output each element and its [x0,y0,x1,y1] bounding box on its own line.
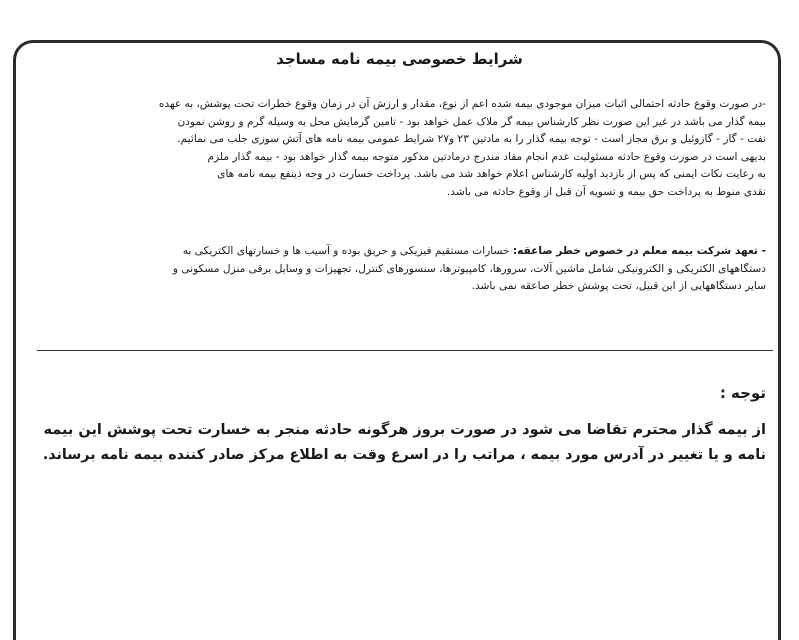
lightning-clause-heading: - تعهد شرکت بیمه معلم در خصوص خطر صاعقه: [512,245,766,257]
general-conditions-paragraph [36,96,766,201]
document-title: شرایط خصوصی بیمه نامه مساجد [276,50,523,68]
paragraph-line [36,243,766,261]
note-line: نامه و یا تغییر در آدرس مورد بیمه ، مراتب را در اسرع وقت به اطلاع مرکز صادر کننده بیمه نامه برساند. [42,447,766,463]
note-paragraph [36,418,766,468]
paragraph-line: به رعایت نکات ایمنی که پس از بازدید اولیه کارشناس اعلام خواهد شد می باشد. پرداخت خسارت در وجه ذینفع بیمه نامه های [217,168,766,180]
divider [37,350,773,351]
note-heading: توجه : [719,384,766,402]
paragraph-line: سایر دستگاههایی از این قبیل، تحت پوشش خطر صاعقه نمی باشد. [471,280,766,292]
paragraph-line: نقدی منوط به پرداخت حق بیمه و تسویه آن قبل از وقوع حادثه می باشد. [446,185,766,198]
paragraph-line: بدیهی است در صورت وقوع حادثه مسئولیت عدم انجام مفاد مندرج درمادتین مذکور متوجه بیمه گذار خواهد بود - بیمه گذار ملزم [207,150,766,163]
note-line: از بیمه گذار محترم تقاضا می شود در صورت بروز هرگونه حادثه منجر به خسارت تحت پوشش این بیمه [43,422,766,438]
paragraph-line: نفت - گاز - گازوئیل و برق مجاز است - توجه بیمه گذار را به مادتین ۲۳ و۲۷ شرایط عمومی بیمه نامه های آتش سوزی جلب می نمائیم. [177,133,766,145]
lightning-clause-paragraph [36,243,766,296]
paragraph-line: بیمه گذار می باشد در غیر این صورت نظر کارشناس بیمه گر ملاک عمل خواهد بود - تامین گرمایش محل به وسیله گرم و روشن نمودن [177,115,766,128]
paragraph-line: -در صورت وقوع حادثه احتمالی اثبات میزان موجودی بیمه شده اعم از نوع، مقدار و ارزش آن در زمان وقوع خطرات تحت پوشش، به عهده [158,98,766,110]
paragraph-line: دستگاههای الکتریکی و الکترونیکی شامل ماشین آلات، سرورها، کامپیوترها، سنسورهای کنترل، تجهیزات و وسایل برقی منزل مسکونی و [172,262,766,275]
paragraph-line-text: خسارات مستقیم فیزیکی و حریق بوده و آسیب ها و خسارتهای الکتریکی به [182,245,513,257]
